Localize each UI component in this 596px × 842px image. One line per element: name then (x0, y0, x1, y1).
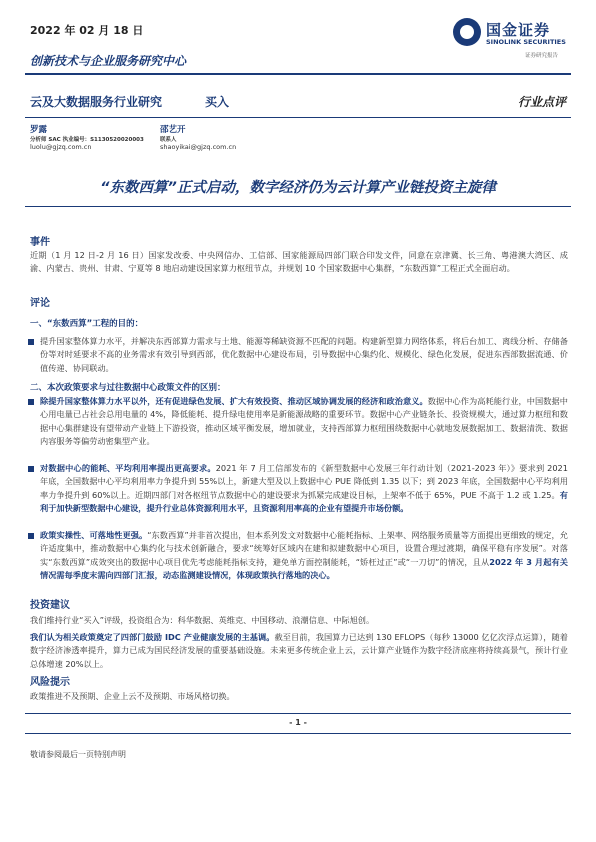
advice-paragraph-2 (30, 631, 568, 671)
bullet-lead: 对数据中心的能耗、平均利用率提出更高要求。 (40, 463, 216, 473)
report-type: 行业点评 (517, 95, 566, 109)
author-name: 邵艺开 (160, 125, 186, 135)
headline-divider (25, 206, 571, 207)
logo-en: SINOLINK SECURITIES (486, 38, 566, 46)
bullet-lead: 除提升国家整体算力水平以外，还有促进绿色发展、扩大有效投资、推动区域协调发展的经济和政治意义。 (40, 396, 428, 406)
advice-lead: 我们认为相关政策奠定了四部门鼓励 IDC 产业健康发展的主基调。 (30, 632, 275, 642)
industry-rating: 买入 (205, 95, 230, 109)
logo-sub: 证券研究报告 (525, 53, 559, 59)
author-name: 罗露 (30, 125, 48, 135)
bullet-tail: 2022 年 3 月起有关情况需每季度末需向四部门汇报，动态监测建设情况，体现政策执行落地的决心。 (40, 556, 568, 581)
logo-name: 国金证券 (486, 21, 551, 39)
footer-disclaimer[interactable]: 敬请参阅最后一页特别声明 (30, 750, 126, 759)
bullet-body: 2021 年 7 月工信部发布的《新型数据中心发展三年行动计划（2021-2023 年）》要求到 2021 年底，全国数据中心平均利用率力争提升到 55%以上，新建大型及以上数据中心 PUE 降低到 1.35 以下；到 2023 年底，全国数据中心平均利用率力争提升到 60%以上。近期四部门对各枢纽节点数据中心的建设要求为抓紧完成建设目标，上架率不低于 65%，PUE 不高于 1.2 或 1.25。 (40, 463, 568, 500)
author-email[interactable]: luolu@gjzq.com.cn (30, 143, 92, 151)
page-number: - 1 - (289, 718, 307, 727)
bullet-purpose: 提升国家整体算力水平，并解决东西部算力需求与土地、能源等稀缺资源不匹配的问题。构建新型算力网络体系，将后台加工、离线分析、存储备份等对时延要求不高的业务需求有效引导到西部，优化数据中心建设布局，引导数据中心集约化、规模化、绿色化发展，促进东西部数据流通、价值传递、协同联动。 (40, 335, 568, 375)
header-divider (25, 73, 571, 75)
event-paragraph: 近期（1 月 12 日-2 月 16 日）国家发改委、中央网信办、工信部、国家能源局四部门联合印发文件，同意在京津冀、长三角、粤港澳大湾区、成渝、内蒙古、贵州、甘肃、宁夏等 8 地启动建设国家算力枢纽节点，并规划 10 个国家数据中心集群，“东数西算”工程正式全面启动。 (30, 250, 568, 274)
footer-divider-bottom (25, 733, 571, 734)
author-email[interactable]: shaoyikai@gjzq.com.cn (160, 143, 237, 151)
report-date: 2022 年 02 月 18 日 (30, 24, 144, 37)
sinolink-logo (453, 18, 573, 60)
logo-mark-icon (453, 18, 481, 46)
author-block-2 (160, 123, 236, 151)
bullet-lead: 政策实操性、可落地性更强。 (40, 530, 148, 540)
footer-divider-top (25, 713, 571, 714)
bullet-body: 数据中心作为高耗能行业，中国数据中心用电量已占社会总用电量的 4%，降低能耗、提升绿电使用率是新能源战略的重要环节。数据中心产业链条长、投资规模大，通过算力枢纽和数据中心集群建设有望带动产业链上下游投资，推动区域平衡发展，增加就业，支持西部算力枢纽围绕数据中心就地发展数据加工、数据清洗、数据内容服务等偏劳动密集型产业。 (40, 396, 568, 447)
advice-paragraph-1: 我们维持行业“买入”评级，投资组合为：科华数据、英维克、中国移动、浪潮信息、中际旭创。 (30, 615, 375, 625)
bullet-green-development (40, 395, 568, 449)
section-title-event: 事件 (30, 237, 50, 248)
subheading-purpose: 一、“东数西算”工程的目的： (30, 319, 144, 329)
section-title-comment: 评论 (30, 298, 50, 309)
subheading-difference: 二、本次政策要求与过往数据中心政策文件的区别： (30, 383, 226, 393)
bullet-body: “东数西算”并非首次提出，但本系列发文对数据中心能耗指标、上架率、网络服务质量等方面提出更细致的规定，允许适度集中，推动数据中心集约化与技术创新融合，要求“统筹好区域内在建和拟建数据中心项目，设置合理过渡期，确保平稳有序发展”。对落实“东数西算”成效突出的数据中心项目优先考虑能耗指标支持，避免单方面控制能耗，“矫枉过正”或“一刀切”的情况，且从 (40, 530, 568, 567)
risk-paragraph: 政策推进不及预期、企业上云不及预期、市场风格切换。 (30, 691, 235, 701)
author-block-1 (30, 123, 144, 151)
research-center: 创新技术与企业服务研究中心 (30, 54, 187, 68)
industry-name: 云及大数据服务行业研究 (30, 95, 163, 109)
section-title-advice: 投资建议 (30, 600, 70, 611)
author-role: 联系人 (160, 137, 177, 143)
bullet-tail: 有利于加快新型数据中心建设，提升行业总体资源利用水平，且资源利用率高的企业有望提升市场份额。 (40, 489, 568, 514)
report-headline: “东数西算”正式启动，数字经济仍为云计算产业链投资主旋律 (100, 180, 496, 196)
bullet-energy-utilization (40, 462, 568, 516)
advice-body: 截至目前，我国算力已达到 130 EFLOPS（每秒 13000 亿亿次浮点运算），随着数字经济渗透率提升，算力已成为国民经济发展的重要基础设施。未来更多传统企业上云，云计算产业链作为数字经济底座将持续高景气，预计行业总体增速 20%以上。 (30, 632, 568, 669)
title-divider (25, 117, 571, 118)
author-cert: 分析师 SAC 执业编号：S1130520020003 (30, 137, 144, 143)
bullet-policy-practicality (40, 529, 568, 583)
section-title-risk: 风险提示 (30, 677, 70, 688)
